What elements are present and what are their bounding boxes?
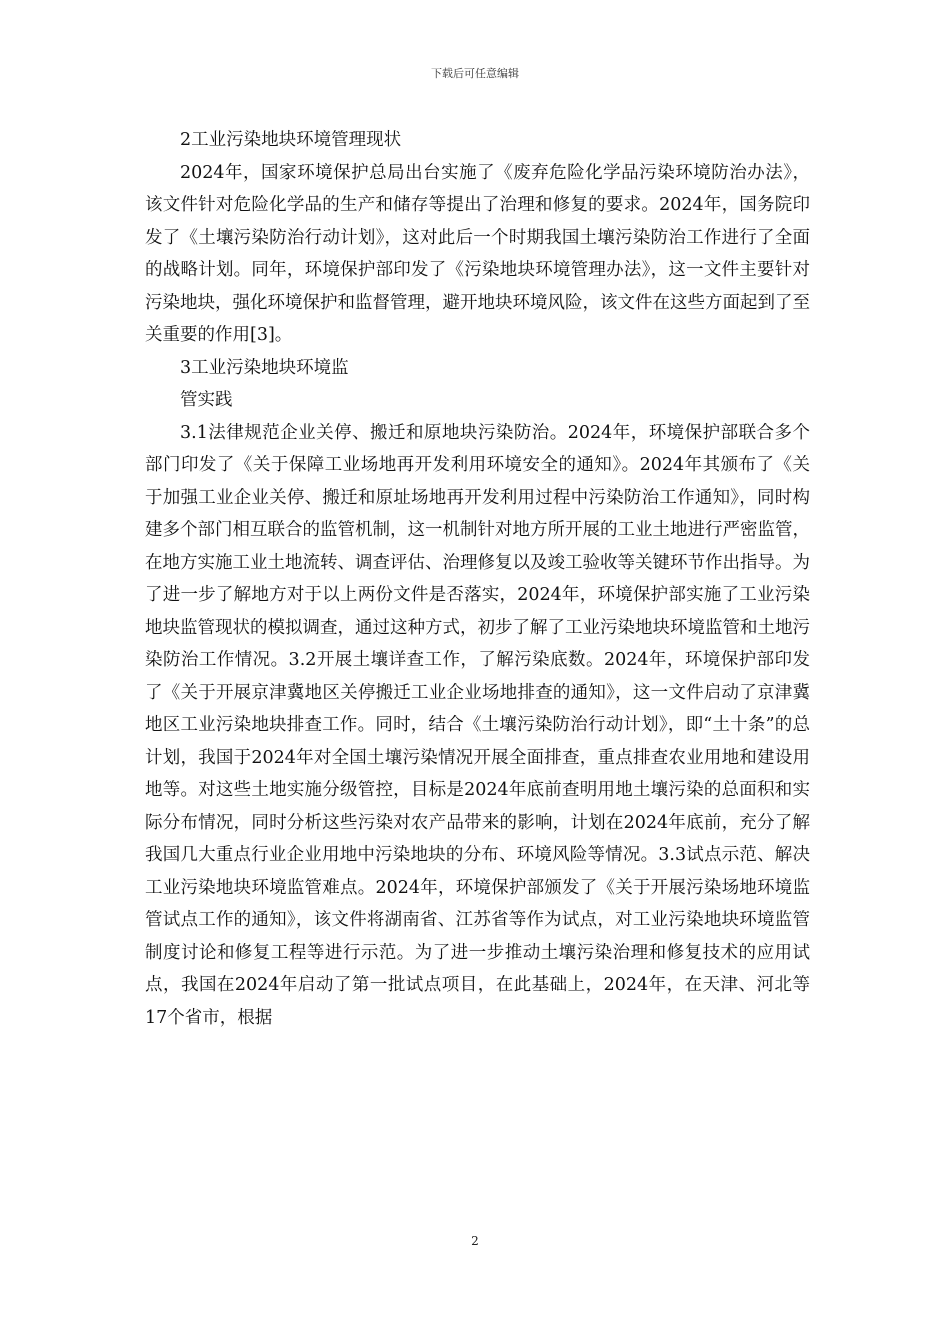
section-3-heading-line2: 管实践 bbox=[180, 390, 233, 410]
document-body bbox=[145, 124, 810, 1034]
section-3-paragraph: 3.1法律规范企业关停、搬迁和原地块污染防治。2024年，环境保护部联合多个部门印发了《关于保障工业场地再开发利用环境安全的通知》。2024年其颁布了《关于加强工业企业关停、搬迁和原址场地再开发利用过程中污染防治工作通知》，同时构建多个部门相互联合的监管机制，这一机制针对地方所开展的工业土地进行严密监管，在地方实施工业土地流转、调查评估、治理修复以及竣工验收等关键环节作出指导。为了进一步了解地方对于以上两份文件是否落实，2024年，环境保护部实施了工业污染地块监管现状的模拟调查，通过这种方式，初步了解了工业污染地块环境监管和土地污染防治工作情况。3.2开展土壤详查工作，了解污染底数。2024年，环境保护部印发了《关于开展京津冀地区关停搬迁工业企业场地排查的通知》，这一文件启动了京津冀地区工业污染地块排查工作。同时，结合《土壤污染防治行动计划》，即“土十条”的总计划，我国于2024年对全国土壤污染情况开展全面排查，重点排查农业用地和建设用地等。对这些土地实施分级管控，目标是2024年底前查明用地土壤污染的总面积和实际分布情况，同时分析这些污染对农产品带来的影响，计划在2024年底前，充分了解我国几大重点行业企业用地中污染地块的分布、环境风险等情况。3.3试点示范、解决工业污染地块环境监管难点。2024年，环境保护部颁发了《关于开展污染场地环境监管试点工作的通知》，该文件将湖南省、江苏省等作为试点，对工业污染地块环境监管制度讨论和修复工程等进行示范。为了进一步推动土壤污染治理和修复技术的应用试点，我国在2024年启动了第一批试点项目，在此基础上，2024年，在天津、河北等17个省市，根据 bbox=[145, 422, 810, 1028]
page-number: 2 bbox=[471, 1234, 479, 1248]
section-2-heading: 2工业污染地块环境管理现状 bbox=[180, 130, 402, 150]
section-2-paragraph: 2024年，国家环境保护总局出台实施了《废弃危险化学品污染环境防治办法》，该文件针对危险化学品的生产和储存等提出了治理和修复的要求。2024年，国务院印发了《土壤污染防治行动计划》，这对此后一个时期我国土壤污染防治工作进行了全面的战略计划。同年，环境保护部印发了《污染地块环境管理办法》，这一文件主要针对污染地块，强化环境保护和监督管理，避开地块环境风险，该文件在这些方面起到了至关重要的作用[3]。 bbox=[145, 162, 810, 345]
page-header-note: 下载后可任意编辑 bbox=[431, 67, 519, 80]
section-3-heading-line1: 3工业污染地块环境监 bbox=[180, 357, 349, 378]
